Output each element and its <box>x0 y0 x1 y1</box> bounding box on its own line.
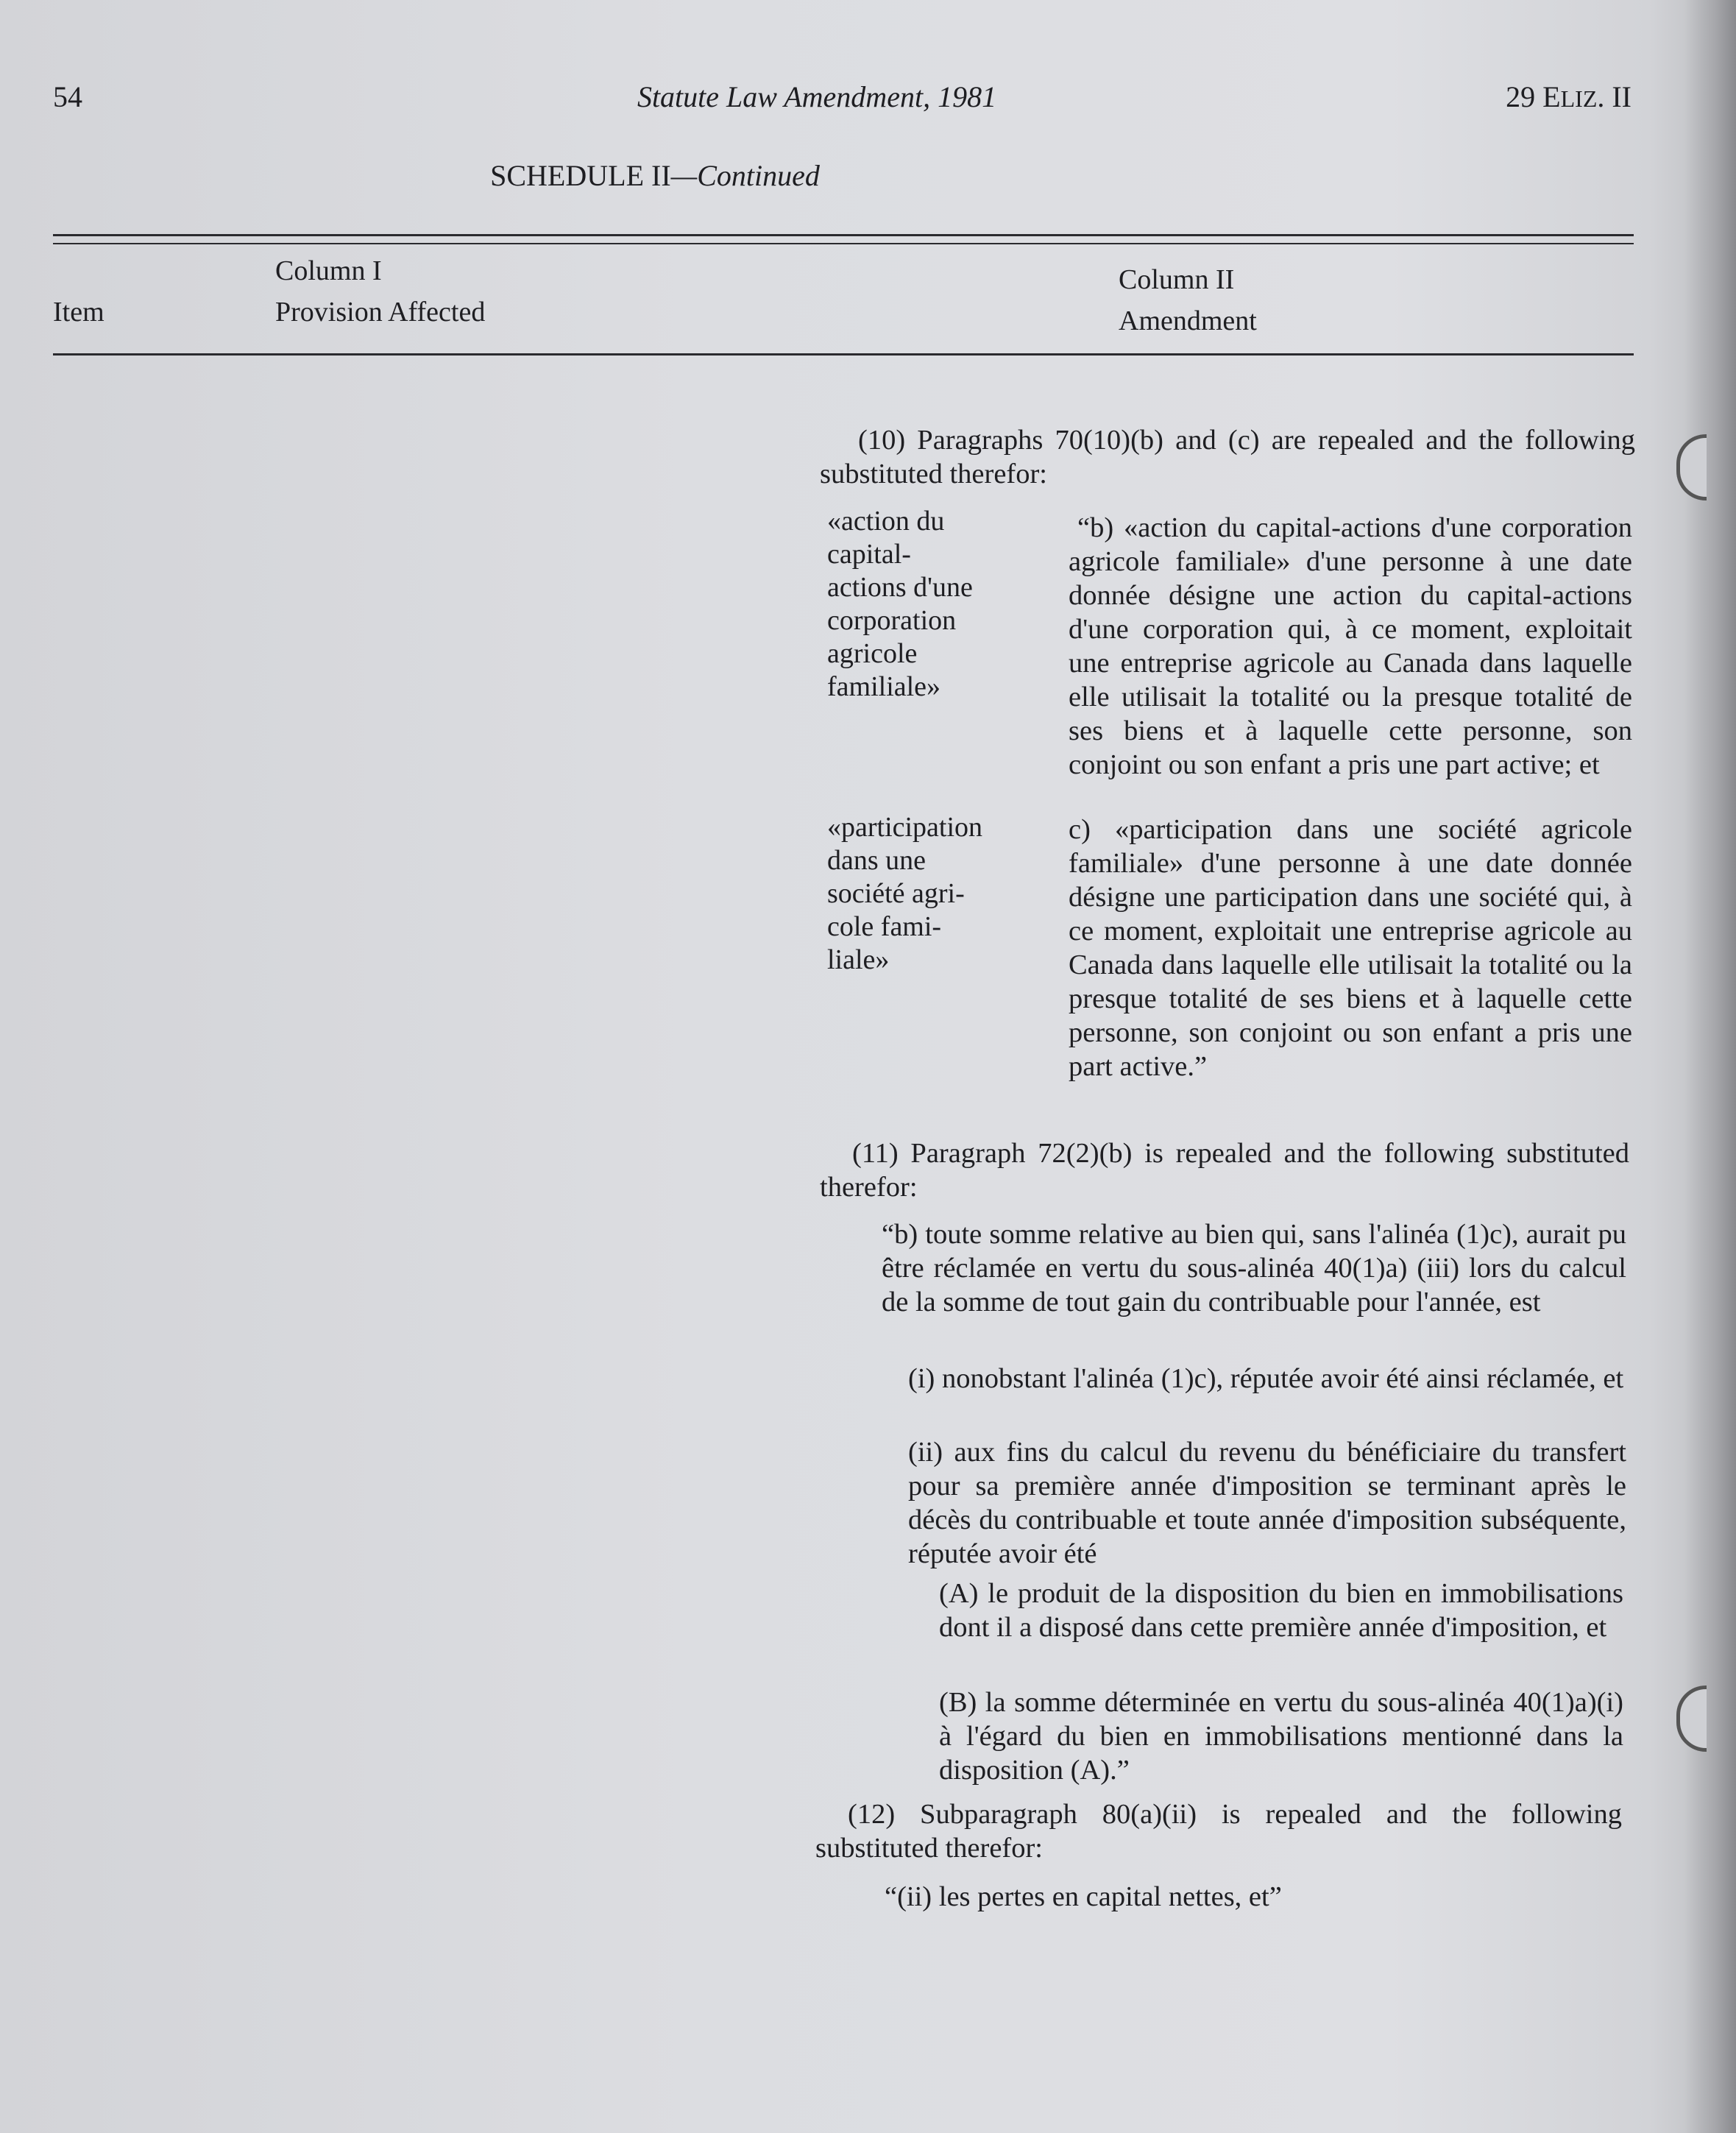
margin-note-b <box>827 505 1018 704</box>
section-11-subparagraph-ii: (ii) aux fins du calcul du revenu du bénéficiaire du transfert pour sa première année d'imposition se terminant après le décès du contribuable et toute année d'imposition subséquente, réputée avoir été <box>908 1437 1626 1569</box>
margin-note-b-line: «action du <box>827 506 945 537</box>
section-10-intro: (10) Paragraphs 70(10)(b) and (c) are repealed and the following substituted therefor: <box>820 425 1635 489</box>
column-heading-item: Item <box>53 297 104 328</box>
header-double-rule-bottom <box>53 243 1634 244</box>
column-heading-1 <box>275 250 485 333</box>
regnal-year-tail: . II <box>1597 80 1632 113</box>
section-11-clause-A: (A) le produit de la disposition du bien en immobilisations dont il a disposé dans cette première année d'imposition, et <box>939 1578 1623 1643</box>
schedule-title-main: SCHEDULE II <box>490 159 671 192</box>
margin-note-b-line: actions d'une <box>827 572 973 603</box>
column-2-label: Column II <box>1119 264 1235 295</box>
column-1-label: Column I <box>275 255 382 286</box>
margin-note-c-line: société agri- <box>827 878 965 909</box>
section-12-subparagraph-ii: “(ii) les pertes en capital nettes, et” <box>885 1881 1282 1912</box>
running-title: Statute Law Amendment, 1981 <box>637 80 997 113</box>
column-1-description: Provision Affected <box>275 297 486 328</box>
margin-note-c-line: dans une <box>827 845 927 876</box>
section-11-subparagraph-i: (i) nonobstant l'alinéa (1)c), réputée avoir été ainsi réclamée, et <box>908 1363 1624 1394</box>
margin-note-b-line: familiale» <box>827 671 941 702</box>
regnal-year <box>1506 79 1632 114</box>
margin-note-c-line: liale» <box>827 944 890 975</box>
column-2-description: Amendment <box>1119 305 1257 336</box>
regnal-year-main: 29 E <box>1506 80 1561 113</box>
section-10-paragraph-b: “b) «action du capital-actions d'une corporation agricole familiale» d'une personne à une date donnée désigne une action du capital-actions d'une corporation qui, à ce moment, exploitait une entreprise agricole au Canada dans laquelle elle utilisait la totalité ou la presque totalité de ses biens et à laquelle cette personne, son conjoint ou son enfant a pris une part active; et <box>1069 512 1632 780</box>
section-11-intro: (11) Paragraph 72(2)(b) is repealed and the following substituted therefor: <box>820 1138 1629 1203</box>
margin-note-b-line: agricole <box>827 638 918 669</box>
margin-note-c-line: «participation <box>827 812 983 843</box>
schedule-title-continued: —Continued <box>670 159 820 192</box>
column-heading-2 <box>1119 259 1257 342</box>
section-11-paragraph-b: “b) toute somme relative au bien qui, sans l'alinéa (1)c), aurait pu être réclamée en vertu du sous-alinéa 40(1)a) (iii) lors du calcul de la somme de tout gain du contribuable pour l'année, est <box>882 1219 1626 1317</box>
margin-note-c <box>827 811 1018 977</box>
margin-note-b-line: corporation <box>827 605 957 636</box>
binder-hole-top <box>1676 434 1707 500</box>
section-10-paragraph-c: c) «participation dans une société agricole familiale» d'une personne à une date donnée désigne une participation dans une société qui, à ce moment, exploitait une entreprise agricole au Canada dans laquelle elle utilisait la totalité ou la presque totalité de ses biens et à laquelle cette personne, son conjoint ou son enfant a pris une part active.” <box>1069 814 1632 1082</box>
section-11-clause-B: (B) la somme déterminée en vertu du sous-alinéa 40(1)a)(i) à l'égard du bien en immobilisations mentionné dans la disposition (A).” <box>939 1687 1623 1786</box>
binding-spine-shadow <box>1684 0 1736 2133</box>
schedule-title <box>0 158 1310 193</box>
regnal-year-small: LIZ <box>1560 85 1598 112</box>
column-header-rule <box>53 353 1634 356</box>
header-double-rule-top <box>53 234 1634 236</box>
margin-note-c-line: cole fami- <box>827 911 942 942</box>
margin-note-b-line: capital- <box>827 539 911 570</box>
section-12-intro: (12) Subparagraph 80(a)(ii) is repealed and the following substituted therefor: <box>815 1799 1622 1864</box>
page-number: 54 <box>53 80 82 113</box>
binder-hole-bottom <box>1676 1685 1707 1752</box>
